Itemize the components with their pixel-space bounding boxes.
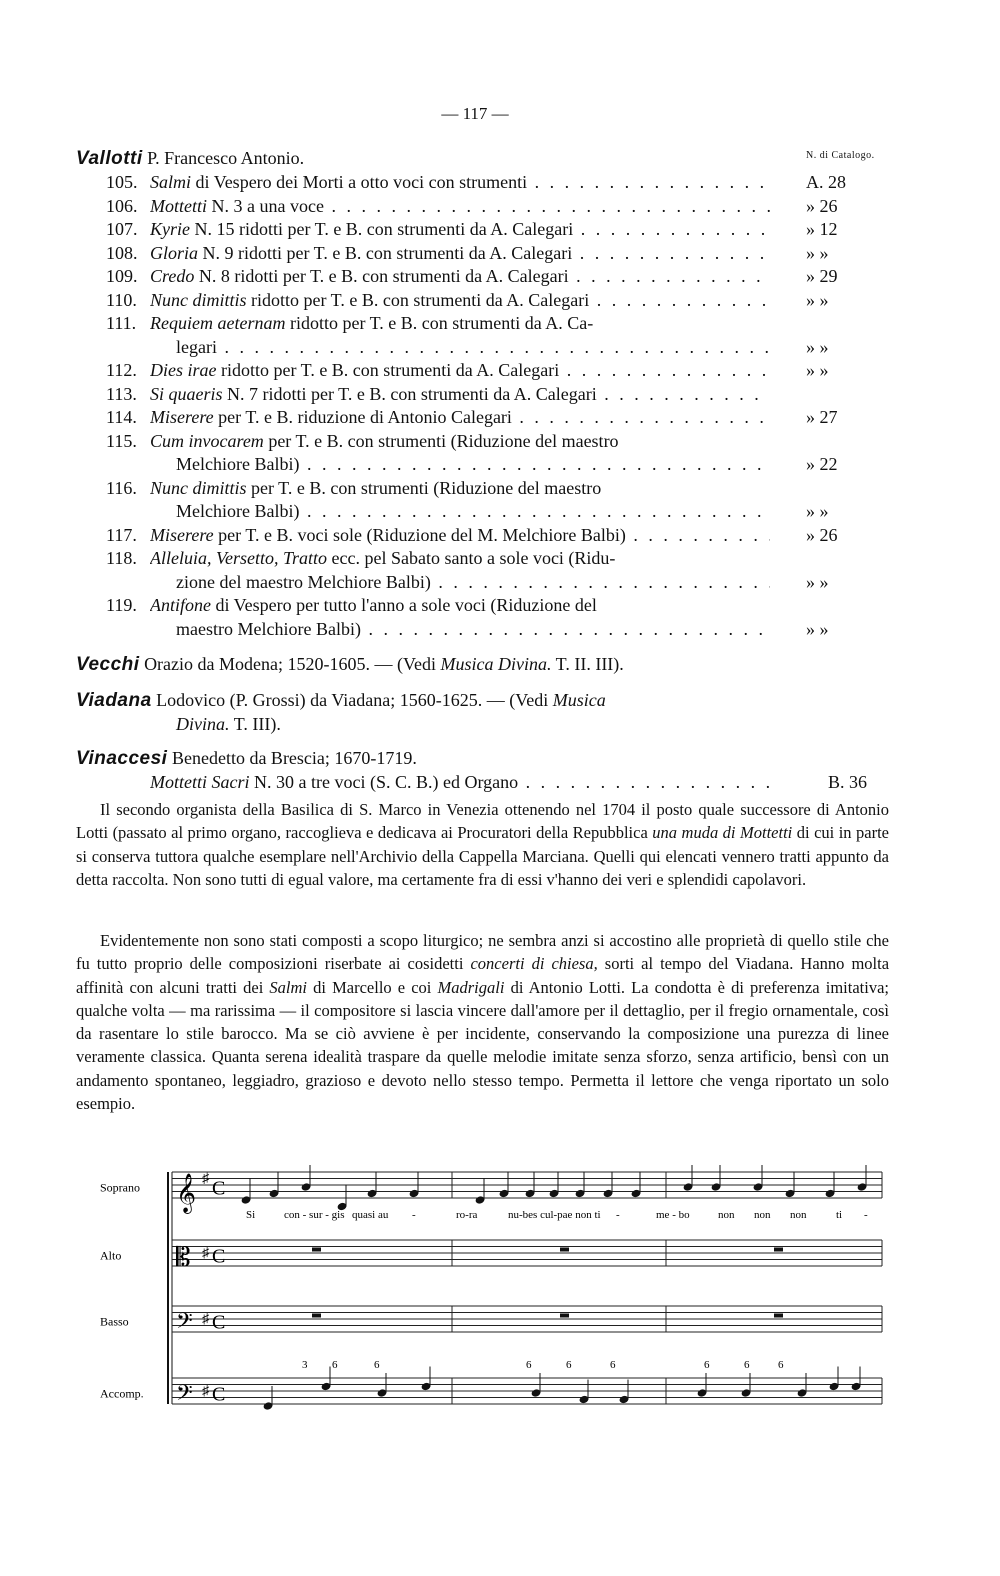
work-rest: N. 30 a tre voci (S. C. B.) ed Organo [253,772,519,792]
composer-viadana-cont [176,714,281,735]
catalog-number: » 26 [806,524,838,545]
catalog-entry [0,525,1000,549]
catalog-number: » » [806,336,829,357]
whole-rest-icon [774,1314,783,1318]
catalog-entry [0,196,1000,220]
work-details-cont: Melchiore Balbi) [176,454,300,474]
part-label-basso: Basso [100,1314,129,1329]
work-title: Cum invocarem [150,430,264,451]
leader-dots [626,525,770,545]
entry-number: 116. [106,477,137,498]
lyric-syllable: non [754,1209,771,1221]
catalog-entry [0,360,1000,384]
leader-dots [512,407,770,427]
entry-number: 106. [106,195,138,216]
entry-number: 108. [106,242,138,263]
entry-description [150,431,770,452]
catalog-number: B. 36 [828,772,868,792]
work-title: Alleluia, Versetto, Tratto [150,548,328,568]
whole-rest-icon [774,1248,783,1252]
work-details: N. 15 ridotti per T. e B. con strumenti da A. Calegari [194,219,574,239]
leader-dots [597,384,770,404]
entry-description [150,478,770,499]
figured-bass-number: 6 [374,1359,380,1371]
catalog-entry [0,290,1000,314]
work-details: per T. e B. con strumenti (Riduzione del maestro [268,430,619,451]
reference-volumes: T. III). [233,714,281,734]
entry-number: 109. [106,266,138,286]
catalog-entry-continuation [0,572,1000,596]
lyric-syllable: nu-bes cul-pae non ti [508,1209,601,1221]
leader-dots [559,360,770,380]
entry-number: 114. [106,407,137,427]
catalog-entry [0,595,1000,619]
figured-bass-number: 3 [302,1359,308,1371]
entry-description [150,290,770,311]
figured-bass-number: 6 [566,1359,572,1371]
work-details: ecc. pel Sabato santo a sole voci (Ridu- [331,548,616,568]
entry-description-cont [176,572,770,593]
entry-description-cont [176,454,770,475]
leader-dots [573,219,770,239]
catalog-entry [0,431,1000,455]
leader-dots [569,266,770,286]
entry-number: 111. [106,313,137,333]
catalog-number: A. 28 [806,172,846,192]
entry-description [150,360,770,381]
reference-title: Musica [552,690,606,710]
figured-bass-number: 6 [526,1359,532,1371]
reference-title: Musica Divina. [440,654,552,674]
lyric-syllable: - [412,1209,416,1221]
composer-viadana [76,690,606,712]
composer-details: Orazio da Modena; 1520-1605. — (Vedi [144,654,436,674]
reference-volumes: T. II. III). [555,654,624,674]
commentary-paragraph-1 [76,798,889,891]
lyric-syllable: quasi au [352,1209,389,1221]
para1-emphasis: una muda di Mottetti [652,823,793,843]
entry-description [150,548,770,569]
work-title: Mottetti [150,195,207,216]
lyric-syllable: non [790,1209,807,1221]
catalog-number: » » [806,618,829,639]
figured-bass-number: 6 [744,1359,750,1371]
entry-number: 113. [106,383,137,404]
lyric-syllable: Si [246,1209,256,1221]
work-title: Miserere [150,407,214,427]
para1-text-a: Il secondo organista della Basilica di S. Marco in Venezia ottenendo nel 1704 il posto quale successore di Antonio Lotti (passato al primo organo, raccoglieva e dedicava ai Procuratori della Repubblica [76,800,889,843]
work-details-cont: maestro Melchiore Balbi) [176,618,361,639]
work-title: Mottetti Sacri [150,772,250,792]
para2-emphasis-1: concerti di chiesa, [470,954,598,974]
part-label-alto: Alto [100,1248,122,1263]
entry-number: 115. [106,430,137,451]
reference-title-cont: Divina. [176,714,230,734]
work-title: Gloria [150,242,199,263]
entry-number: 110. [106,289,137,310]
lyric-syllable: ti [836,1209,843,1221]
entry-description [150,525,770,546]
catalog-column-header: N. di Catalogo. [806,150,875,161]
catalog-entry-continuation [0,501,1000,525]
composer-vinaccesi [76,748,417,770]
figured-bass-number: 6 [704,1359,710,1371]
leader-dots [299,501,770,521]
work-details: di Vespero per tutto l'anno a sole voci (Riduzione del [215,595,597,615]
catalog-entry [0,313,1000,337]
lyric-syllable: - [864,1209,868,1221]
entry-number: 119. [106,595,137,615]
para2-text-c: sorti al tempo del Viadana. Hanno molta affinità con alcuni tratti dei [76,954,890,997]
entry-description [150,219,770,240]
bass-clef-icon: 𝄢 [176,1309,193,1338]
para2-text-g: di Antonio Lotti. La condotta è di preferenza imitativa; qualche volta — ma rarissima — il compositore si lascia vincere dall'amore per il dettaglio, per il fregio ornamentale, così da rasentare lo stile barocco. Ma se ciò avviene è per incidente, conservando la composizione una purezza di linee veramente classica. Quanta serena idealità traspare da quelle melodie imitate senza sforzo, senza artificio, bensì con un andamento spontaneo, leggiadro, grazioso e devoto nello stesso tempo. Permetta il lettore che venga riportato un solo esempio. [76,977,889,1114]
catalog-number: » 12 [806,219,838,239]
key-signature-sharp-icon: ♯ [202,1171,209,1187]
catalog-number: » 22 [806,454,838,474]
composer-name: Vecchi [76,654,140,675]
leader-dots [572,243,770,263]
work-title: Nunc dimittis [150,477,247,498]
para2-emphasis-2: Salmi [269,977,308,997]
whole-rest-icon [312,1248,321,1252]
entry-number: 105. [106,172,138,192]
work-description [150,772,770,793]
lyric-syllable: - [616,1209,620,1221]
composer-name: Vinaccesi [76,748,168,769]
work-details: per T. e B. con strumenti (Riduzione del maestro [251,477,602,498]
work-title: Antifone [150,595,211,615]
part-label-soprano: Soprano [100,1180,140,1195]
catalog-entry-continuation [0,619,1000,643]
catalog-entry-continuation [0,337,1000,361]
whole-rest-icon [312,1314,321,1318]
common-time-icon: C [212,1177,226,1200]
work-details: N. 8 ridotti per T. e B. con strumenti da A. Calegari [198,266,569,286]
work-title: Requiem aeternam [150,313,286,333]
alto-clef-icon: 𝄡 [176,1243,191,1272]
leader-dots [299,454,770,474]
leader-dots [324,196,770,216]
composer-name: Vallotti [76,148,143,169]
work-title: Credo [150,266,195,286]
para1-text-c: di cui in parte si conserva tuttora qualche esemplare nell'Archivio della Cappella Marciana. Quelli qui elencati vennero tratti appunto da detta raccolta. Non sono tutti di egual valore, ma certamente fra di essi v'hanno dei veri e splendidi capolavori. [76,823,890,889]
entry-description [150,384,770,405]
figured-bass-number: 6 [610,1359,616,1371]
entry-description-cont [176,337,770,358]
work-details-cont: zione del maestro Melchiore Balbi) [176,571,431,592]
key-signature-sharp-icon: ♯ [202,1384,209,1399]
catalog-number: » » [806,289,829,310]
entry-number: 112. [106,360,137,380]
work-details: N. 9 ridotti per T. e B. con strumenti da A. Calegari [202,242,573,263]
vinaccesi-work [0,772,1000,796]
figured-bass-number: 6 [778,1359,784,1371]
entry-description [150,243,770,264]
para2-emphasis-3: Madrigali [437,977,505,997]
entry-description [150,266,770,287]
page-number: — 117 — [441,104,509,123]
common-time-icon: C [212,1311,226,1334]
composer-details: Lodovico (P. Grossi) da Viadana; 1560-1625. — (Vedi [156,690,549,710]
leader-dots [589,290,770,310]
para2-text-a: Evidentemente non sono stati composti a scopo liturgico; ne sembra anzi si accostino alle proprietà di quello stile che fu tutto proprio delle composizioni riserbate ai cosidetti [76,931,889,974]
work-details-cont: Melchiore Balbi) [176,501,300,521]
bass-clef-icon: 𝄢 [176,1381,193,1410]
key-signature-sharp-icon: ♯ [202,1312,209,1327]
work-details-cont: legari [176,336,217,357]
entry-number: 117. [106,524,137,545]
work-details: ridotto per T. e B. con strumenti da A. Calegari [221,360,560,380]
catalog-entry [0,266,1000,290]
work-details: ridotto per T. e B. con strumenti da A. Ca- [289,313,594,333]
work-title: Salmi [150,172,192,192]
entry-description-cont [176,501,770,522]
composer-name: Viadana [76,690,152,711]
composer-vecchi [76,654,624,676]
entry-description [150,407,770,428]
catalog-entry-continuation [0,454,1000,478]
lyric-syllable: ro-ra [456,1209,478,1221]
catalog-number: » 26 [806,195,838,216]
catalog-number: » » [806,501,829,521]
catalog-entry [0,548,1000,572]
lyric-syllable: me - bo [656,1209,690,1221]
work-details: N. 7 ridotti per T. e B. con strumenti da A. Calegari [227,383,597,404]
leader-dots [217,337,770,357]
score-graphic [96,1152,896,1422]
lyric-syllable: con - sur - gis [284,1209,345,1221]
leader-dots [518,772,770,792]
work-details: per T. e B. voci sole (Riduzione del M. Melchiore Balbi) [218,524,626,545]
catalog-entry [0,478,1000,502]
composer-vallotti [76,148,304,170]
leader-dots [527,172,770,192]
entry-number: 118. [106,548,137,568]
common-time-icon: C [212,1245,226,1268]
entry-number: 107. [106,219,138,239]
leader-dots [431,572,770,592]
work-title: Miserere [150,524,214,545]
whole-rest-icon [560,1248,569,1252]
entry-description [150,595,770,616]
catalog-entry [0,172,1000,196]
commentary-paragraph-2 [76,929,889,1115]
entry-description-cont [176,619,770,640]
composer-details: Benedetto da Brescia; 1670-1719. [171,748,417,768]
catalog-number: » » [806,360,829,380]
entry-description [150,313,770,334]
work-details: di Vespero dei Morti a otto voci con strumenti [195,172,528,192]
whole-rest-icon [560,1314,569,1318]
composer-details: P. Francesco Antonio. [147,148,305,168]
catalog-number: » » [806,242,829,263]
catalog-entry [0,243,1000,267]
treble-clef-icon: 𝄞 [176,1175,197,1212]
figured-bass-number: 6 [332,1359,338,1371]
work-title: Si quaeris [150,383,223,404]
music-score-example [96,1152,896,1422]
work-details: per T. e B. riduzione di Antonio Calegari [218,407,512,427]
entry-description [150,172,770,193]
lyric-syllable: non [718,1209,735,1221]
catalog-entry [0,384,1000,408]
key-signature-sharp-icon: ♯ [202,1246,209,1261]
work-title: Dies irae [150,360,217,380]
work-title: Kyrie [150,219,190,239]
common-time-icon: C [212,1383,226,1406]
work-title: Nunc dimittis [150,289,247,310]
entry-description [150,196,770,217]
para2-text-e: di Marcello e coi [313,977,432,997]
catalog-number: » 27 [806,407,838,427]
catalog-entry [0,219,1000,243]
part-label-accomp: Accomp. [100,1386,144,1401]
work-details: ridotto per T. e B. con strumenti da A. Calegari [251,289,590,310]
catalog-number: » » [806,571,829,592]
catalog-entry [0,407,1000,431]
leader-dots [361,619,770,639]
catalog-number: » 29 [806,266,838,286]
work-details: N. 3 a una voce [211,195,324,216]
